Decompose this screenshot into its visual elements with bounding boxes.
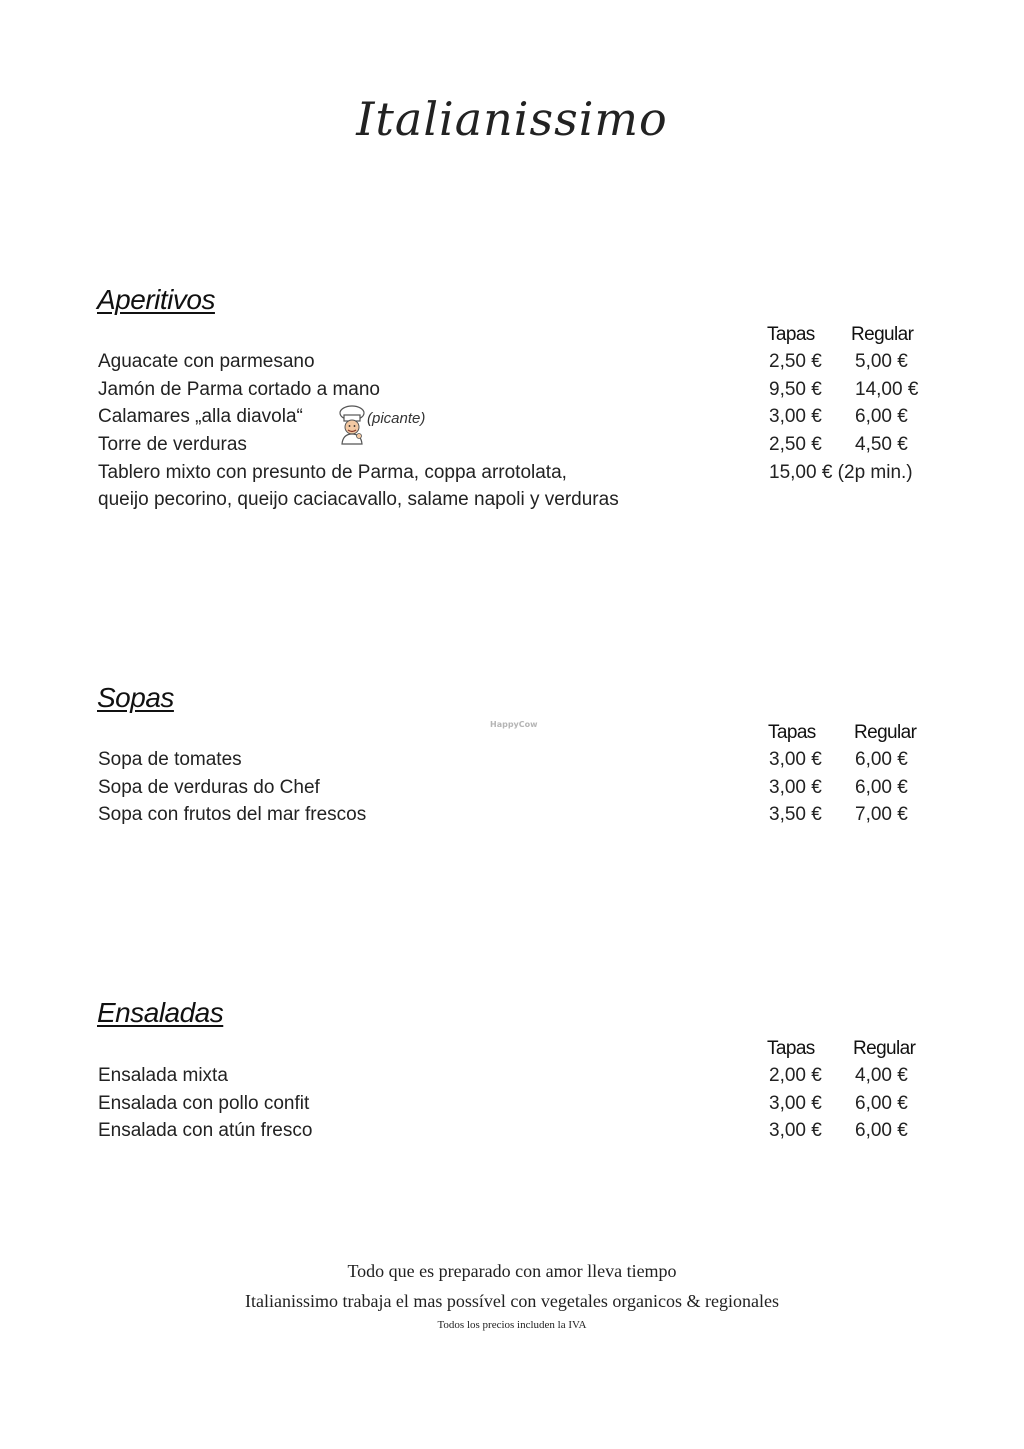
menu-item-price-regular: 6,00 € — [855, 1093, 908, 1114]
menu-item-price-tapas: 3,00 € — [769, 777, 822, 798]
menu-item-price-tapas: 3,00 € — [769, 1120, 822, 1141]
menu-item-price-tapas: 3,00 € — [769, 749, 822, 770]
menu-item-name: Jamón de Parma cortado a mano — [98, 379, 380, 400]
column-header-tapas: Tapas — [767, 1038, 815, 1059]
menu-item-name: Ensalada mixta — [98, 1065, 228, 1086]
chef-icon — [335, 405, 369, 445]
column-header-regular: Regular — [854, 722, 917, 743]
menu-item-name-continued: queijo pecorino, queijo caciacavallo, salame napoli y verduras — [98, 489, 619, 510]
menu-item-name: Sopa de verduras do Chef — [98, 777, 320, 798]
menu-item-name: Aguacate con parmesano — [98, 351, 315, 372]
menu-item-price-regular: 6,00 € — [855, 1120, 908, 1141]
menu-item-price: 15,00 € (2p min.) — [769, 462, 913, 483]
menu-item-price-regular: 6,00 € — [855, 406, 908, 427]
menu-item-price-tapas: 3,00 € — [769, 406, 822, 427]
column-header-regular: Regular — [851, 324, 914, 345]
menu-item-price-tapas: 3,50 € — [769, 804, 822, 825]
menu-item-name: Torre de verduras — [98, 434, 247, 455]
section-heading-ensaladas: Ensaladas — [97, 997, 224, 1028]
watermark: HappyCow — [490, 720, 538, 729]
menu-item-price-tapas: 3,00 € — [769, 1093, 822, 1114]
column-header-regular: Regular — [853, 1038, 916, 1059]
menu-item-price-tapas: 2,50 € — [769, 434, 822, 455]
menu-item-price-tapas: 9,50 € — [769, 379, 822, 400]
menu-item-price-regular: 14,00 € — [855, 379, 919, 400]
menu-item-name: Tablero mixto con presunto de Parma, coppa arrotolata, — [98, 462, 567, 483]
spicy-note: (picante) — [367, 410, 426, 427]
menu-item-name: Calamares „alla diavola“ — [98, 406, 303, 427]
footer-organic-note: Italianissimo trabaja el mas possível con vegetales organicos & regionales — [244, 1291, 779, 1311]
menu-item-price-tapas: 2,00 € — [769, 1065, 822, 1086]
menu-item-price-regular: 4,00 € — [855, 1065, 908, 1086]
column-header-tapas: Tapas — [768, 722, 816, 743]
footer-tax-note: Todos los precios includen la IVA — [437, 1319, 587, 1331]
section-heading-sopas: Sopas — [97, 682, 174, 713]
menu-title: Italianissimo — [356, 92, 668, 146]
menu-item-name: Sopa de tomates — [98, 749, 242, 770]
menu-item-name: Ensalada con atún fresco — [98, 1120, 313, 1141]
menu-item-name: Ensalada con pollo confit — [98, 1093, 310, 1114]
menu-item-price-regular: 5,00 € — [855, 351, 908, 372]
menu-item-price-regular: 7,00 € — [855, 804, 908, 825]
menu-item-name: Sopa con frutos del mar frescos — [98, 804, 367, 825]
menu-item-price-regular: 6,00 € — [855, 749, 908, 770]
column-header-tapas: Tapas — [767, 324, 815, 345]
menu-item-price-regular: 4,50 € — [855, 434, 908, 455]
menu-item-price-regular: 6,00 € — [855, 777, 908, 798]
footer-tagline: Todo que es preparado con amor lleva tiempo — [347, 1261, 677, 1281]
menu-item-price-tapas: 2,50 € — [769, 351, 822, 372]
section-heading-aperitivos: Aperitivos — [97, 284, 215, 315]
